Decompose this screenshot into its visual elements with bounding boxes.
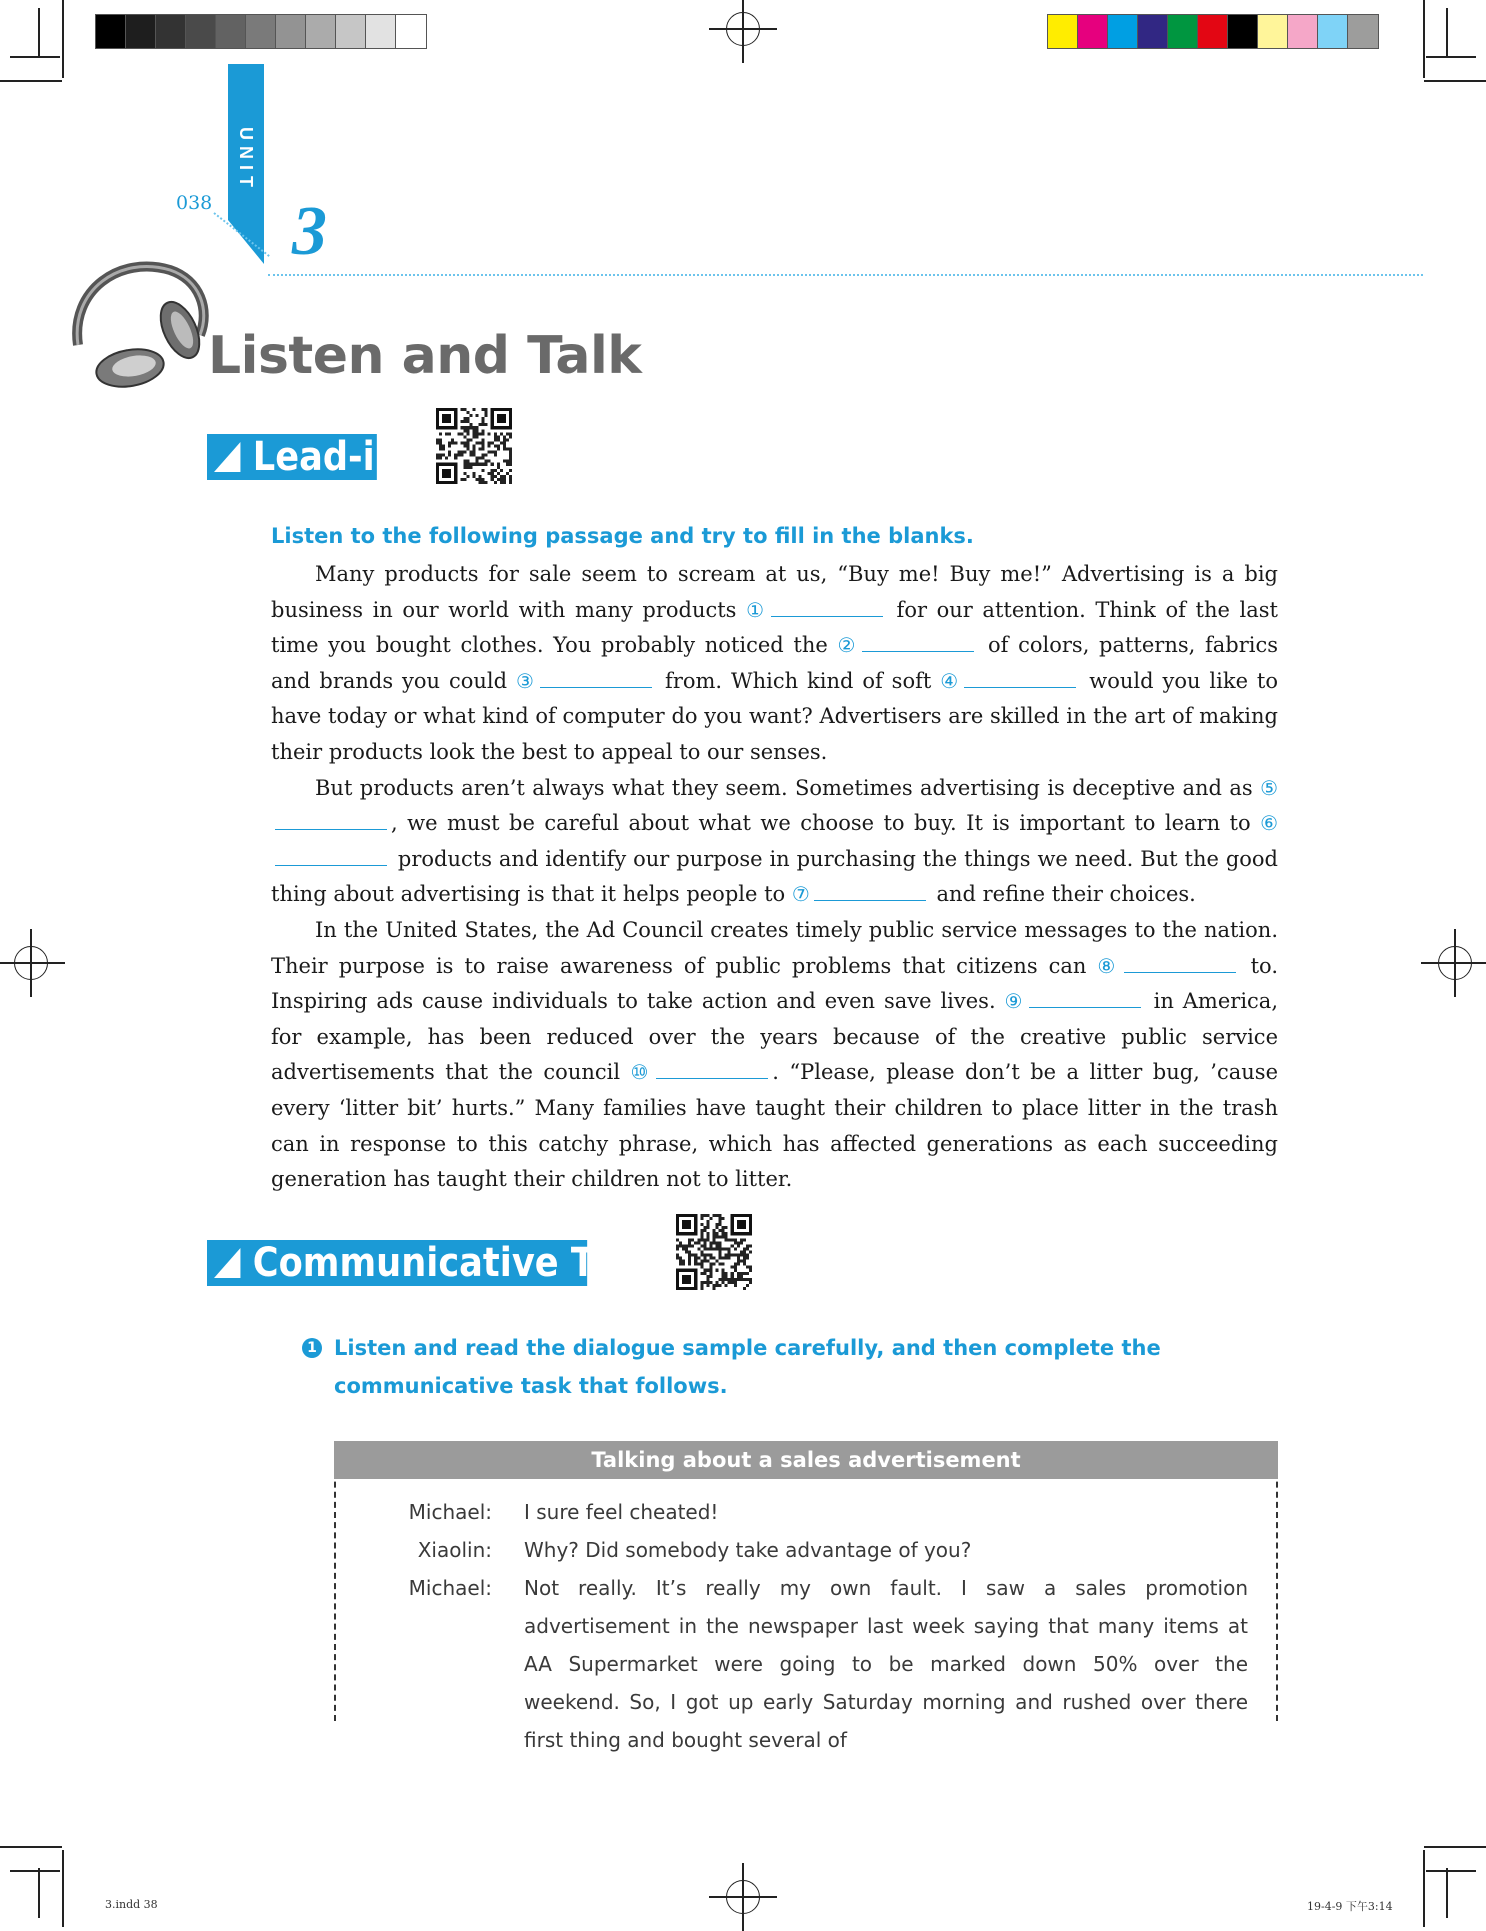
blank-number: ⑩ xyxy=(630,1060,653,1085)
registration-mark xyxy=(726,12,760,46)
task-instruction xyxy=(302,1329,1282,1405)
dialogue-line xyxy=(380,1569,1248,1759)
crop-mark xyxy=(1423,0,1425,78)
fill-in-blank[interactable] xyxy=(540,667,652,688)
passage-paragraph xyxy=(271,557,1278,771)
crop-mark xyxy=(10,1870,60,1872)
passage-paragraph xyxy=(271,771,1278,913)
color-swatch xyxy=(186,15,216,48)
passage-text: products and identify our purpose in purchasing the things we need. But the good thing about advertising is that it helps people to xyxy=(271,846,1278,907)
step-number-badge: 1 xyxy=(302,1338,322,1358)
fill-in-blank[interactable] xyxy=(275,809,387,830)
lead-in-heading-text: Lead-in xyxy=(252,434,400,480)
passage-text: But products aren’t always what they seem. Sometimes advertising is deceptive and as xyxy=(315,775,1261,800)
page-number: 038 xyxy=(176,192,213,214)
crop-mark xyxy=(62,1850,64,1927)
color-swatch xyxy=(1138,15,1168,48)
passage-text: and refine their choices. xyxy=(929,882,1196,907)
color-swatch xyxy=(126,15,156,48)
crop-mark xyxy=(38,1868,40,1918)
gray-calibration-bar xyxy=(95,14,427,49)
crop-mark xyxy=(0,1846,62,1848)
unit-label: UNIT xyxy=(236,127,256,193)
header-dotted-rule xyxy=(268,274,1423,276)
qr-code-icon[interactable] xyxy=(436,408,512,484)
task-instruction-text: Listen and read the dialogue sample carefully, and then complete the communicative task that follows. xyxy=(334,1336,1161,1398)
communicative-task-heading xyxy=(207,1240,659,1286)
triangle-icon xyxy=(214,1248,240,1278)
lead-in-passage xyxy=(271,557,1278,1198)
color-swatch xyxy=(1078,15,1108,48)
color-swatch xyxy=(1198,15,1228,48)
crop-mark xyxy=(62,0,64,78)
unit-number: 3 xyxy=(292,193,327,270)
page-title: Listen and Talk xyxy=(208,326,642,386)
fill-in-blank[interactable] xyxy=(1124,952,1236,973)
crop-mark xyxy=(1424,80,1486,82)
dialogue-line xyxy=(380,1493,1248,1531)
fill-in-blank[interactable] xyxy=(964,667,1076,688)
passage-text: In the United States, the Ad Council creates timely public service messages to the nation. Their purpose is to raise awareness of public problems that citizens can xyxy=(271,917,1278,978)
blank-number: ② xyxy=(837,633,859,658)
color-swatch xyxy=(276,15,306,48)
color-swatch xyxy=(1348,15,1378,48)
fill-in-blank[interactable] xyxy=(275,845,387,866)
blank-number: ⑥ xyxy=(1260,811,1278,836)
dialogue-utterance: Not really. It’s really my own fault. I saw a sales promotion advertisement in the newspaper last week saying that many items at AA Supermarket were going to be marked down 50% over the weekend. So, I got up early Saturday morning and rushed over there first thing and bought several of xyxy=(524,1576,1248,1752)
dialogue-speaker: Michael: xyxy=(408,1576,492,1600)
color-swatch xyxy=(246,15,276,48)
color-swatch xyxy=(1048,15,1078,48)
dialogue-line xyxy=(380,1531,1248,1569)
lead-in-heading xyxy=(207,434,400,480)
footer-timestamp: 19-4-9 下午3:14 xyxy=(1307,1900,1393,1913)
passage-text: , we must be careful about what we choose to buy. It is important to learn to xyxy=(391,811,1261,836)
footer-file: 3.indd 38 xyxy=(105,1898,158,1911)
crop-mark xyxy=(10,56,60,58)
headphones-icon xyxy=(60,250,210,400)
color-swatch xyxy=(1258,15,1288,48)
color-calibration-bar xyxy=(1047,14,1379,49)
blank-number: ⑧ xyxy=(1097,953,1120,978)
blank-number: ⑦ xyxy=(791,882,810,907)
triangle-icon xyxy=(214,442,240,472)
crop-mark xyxy=(1424,1846,1486,1848)
qr-code-icon[interactable] xyxy=(676,1214,752,1290)
dialogue-speaker: Michael: xyxy=(408,1500,492,1524)
passage-text: would you like to have today or what kind of computer do you want? Advertisers are skilled in the art of making their products look the best to appeal to our senses. xyxy=(271,668,1278,764)
communicative-task-heading-text: Communicative Task xyxy=(252,1240,659,1286)
color-swatch xyxy=(1318,15,1348,48)
color-swatch xyxy=(1228,15,1258,48)
blank-number: ⑨ xyxy=(1004,989,1025,1014)
color-swatch xyxy=(1108,15,1138,48)
blank-number: ① xyxy=(746,597,767,622)
crop-mark xyxy=(1426,1870,1476,1872)
crop-mark xyxy=(1446,8,1448,58)
crop-mark xyxy=(1426,56,1476,58)
color-swatch xyxy=(366,15,396,48)
fill-in-blank[interactable] xyxy=(771,596,883,617)
fill-in-blank[interactable] xyxy=(1029,987,1141,1008)
dialogue-utterance: I sure feel cheated! xyxy=(524,1500,719,1524)
dialogue-speaker: Xiaolin: xyxy=(417,1538,492,1562)
color-swatch xyxy=(396,15,426,48)
fill-in-blank[interactable] xyxy=(814,880,926,901)
crop-mark xyxy=(1423,1850,1425,1927)
passage-text: . “Please, please don’t be a litter bug, ’cause every ‘litter bit’ hurts.” Many families have taught their children to place litter in the trash can in response to this catchy phrase, which has affected generations as each succeeding generation has taught their children not to litter. xyxy=(271,1060,1278,1192)
blank-number: ⑤ xyxy=(1260,775,1278,800)
passage-text: to. Inspiring ads cause individuals to take action and even save lives. xyxy=(271,953,1278,1014)
dialogue-utterance: Why? Did somebody take advantage of you? xyxy=(524,1538,972,1562)
crop-mark xyxy=(1446,1868,1448,1918)
registration-mark xyxy=(726,1880,760,1914)
color-swatch xyxy=(306,15,336,48)
color-swatch xyxy=(1288,15,1318,48)
color-swatch xyxy=(216,15,246,48)
registration-mark xyxy=(14,946,48,980)
fill-in-blank[interactable] xyxy=(862,631,974,652)
registration-mark xyxy=(1438,946,1472,980)
fill-in-blank[interactable] xyxy=(656,1058,768,1079)
passage-text: for our attention. Think of the last time you bought clothes. You probably noticed the xyxy=(271,597,1278,658)
blank-number: ④ xyxy=(940,668,961,693)
lead-in-instruction: Listen to the following passage and try to fill in the blanks. xyxy=(271,524,974,548)
dialogue-lines xyxy=(380,1493,1248,1759)
dialogue-title: Talking about a sales advertisement xyxy=(334,1441,1278,1479)
color-swatch xyxy=(96,15,126,48)
crop-mark xyxy=(0,80,62,82)
passage-text: Many products for sale seem to scream at us, “Buy me! Buy me!” Advertising is a big business in our world with many products xyxy=(271,562,1278,622)
passage-text: in America, for example, has been reduced over the years because of the creative public service advertisements that the council xyxy=(271,989,1278,1085)
crop-mark xyxy=(38,8,40,58)
color-swatch xyxy=(336,15,366,48)
passage-text: of colors, patterns, fabrics and brands you could xyxy=(271,633,1278,693)
passage-paragraph xyxy=(271,913,1278,1198)
passage-text: from. Which kind of soft xyxy=(656,668,941,693)
color-swatch xyxy=(1168,15,1198,48)
blank-number: ③ xyxy=(515,668,537,693)
color-swatch xyxy=(156,15,186,48)
